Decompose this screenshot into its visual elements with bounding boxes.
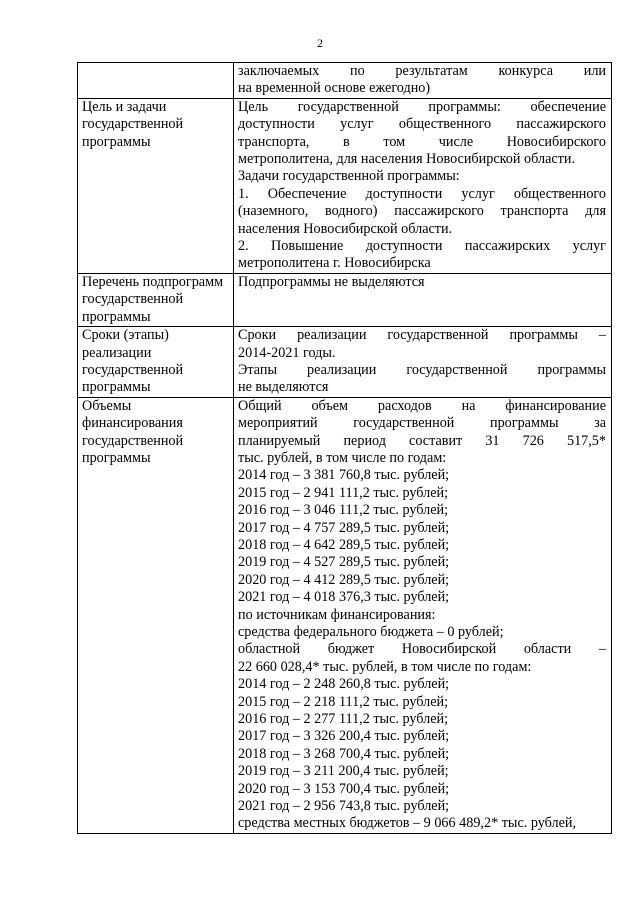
text-line: Подпрограммы не выделяются [238,273,425,290]
text-line: на временной основе ежегодно) [238,80,431,97]
text-line: Цель государственной программы: обеспечение [238,98,606,115]
row-label: Перечень подпрограмм государственной программы [78,273,234,326]
row-label: Объемы финансирования государственной программы [78,397,234,833]
text-line: доступности услуг общественного пассажирского [238,116,606,133]
text-line: планируемый период составит 31 726 517,5* [238,432,606,449]
row-label: Сроки (этапы) реализации государственной программы [78,327,234,398]
text-line: 2. Повышение доступности пассажирских услуг [238,238,606,255]
text-line: 2016 год – 2 277 111,2 тыс. рублей; [238,711,449,728]
text-line: 2017 год – 4 757 289,5 тыс. рублей; [238,519,450,536]
text-line: 2014 год – 2 248 260,8 тыс. рублей; [238,676,450,693]
text-line: 2018 год – 4 642 289,5 тыс. рублей; [238,536,450,553]
text-line: населения Новосибирской области. [238,220,453,237]
text-line: 2021 год – 2 956 743,8 тыс. рублей; [238,798,450,815]
text-line: заключаемых по результатам конкурса или [238,63,606,79]
table-row [78,273,612,326]
program-passport-table [77,62,612,834]
text-line: 2019 год – 4 527 289,5 тыс. рублей; [238,554,450,571]
text-line: 22 660 028,4* тыс. рублей, в том числе по годам: [238,658,532,675]
text-line: тыс. рублей, в том числе по годам: [238,449,447,466]
row-label: Цель и задачи государственной программы [78,98,234,273]
text-line: Этапы реализации государственной программы [238,361,606,378]
text-line: 2018 год – 3 268 700,4 тыс. рублей; [238,745,450,762]
text-line: по источникам финансирования: [238,606,436,623]
table-row [78,397,612,833]
text-line: 2019 год – 3 211 200,4 тыс. рублей; [238,763,449,780]
text-line: 2020 год – 3 153 700,4 тыс. рублей; [238,780,450,797]
row-value [234,63,612,99]
text-line: 2015 год – 2 218 111,2 тыс. рублей; [238,693,449,710]
text-line: средства федерального бюджета – 0 рублей; [238,624,504,640]
text-line: 2016 год – 3 046 111,2 тыс. рублей; [238,502,449,519]
text-line: мероприятий государственной программы за [238,415,606,432]
text-line: 2014 год – 3 381 760,8 тыс. рублей; [238,467,450,484]
text-line: (наземного, водного) пассажирского транспорта для [238,203,606,220]
row-value [234,98,612,273]
text-line: 2014-2021 годы. [238,344,336,361]
row-value [234,273,612,326]
text-line: не выделяются [238,379,329,396]
text-line: 2017 год – 3 326 200,4 тыс. рублей; [238,728,450,745]
text-line: Сроки реализации государственной программы – [238,327,606,344]
table-row [78,63,612,99]
row-value [234,327,612,398]
row-label [78,63,234,99]
text-line: 1. Обеспечение доступности услуг общественного [238,185,606,202]
table-row [78,327,612,398]
text-line: Общий объем расходов на финансирование [238,397,606,414]
text-line: метрополитена г. Новосибирска [238,255,431,272]
text-line: 2015 год – 2 941 111,2 тыс. рублей; [238,484,449,501]
table-row [78,98,612,273]
page-number: 2 [317,36,323,50]
row-value [234,397,612,833]
text-line: областной бюджет Новосибирской области – [238,641,606,658]
text-line: средства местных бюджетов – 9 066 489,2* тыс. рублей, [238,815,577,832]
text-line: 2021 год – 4 018 376,3 тыс. рублей; [238,589,450,606]
text-line: транспорта, в том числе Новосибирского [238,133,606,150]
text-line: метрополитена, для населения Новосибирской области. [238,151,576,168]
text-line: Задачи государственной программы: [238,168,460,185]
text-line: 2020 год – 4 412 289,5 тыс. рублей; [238,571,450,588]
